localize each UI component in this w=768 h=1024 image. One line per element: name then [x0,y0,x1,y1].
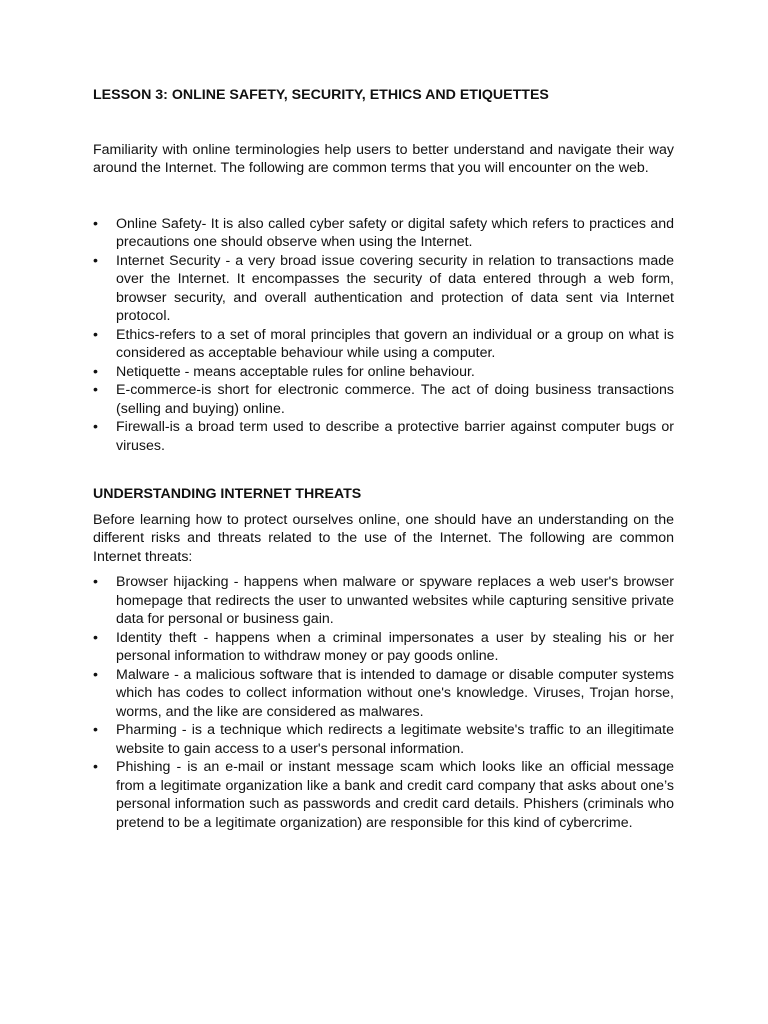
document-page [93,86,674,832]
term-text: Ethics-refers to a set of moral principles that govern an individual or a group on what is considered as acceptable behaviour while using a computer. [116,326,674,361]
threat-text: Phishing - is an e-mail or instant message scam which looks like an official message from a legitimate organization like a bank and credit card company that asks about one’s personal information such as passwords and credit card details. Phishers (criminals who pretend to be a legitimate organization) are responsible for this kind of cybercrime. [116,759,674,831]
bullet-icon: • [93,326,98,343]
threat-text: Browser hijacking - happens when malware or spyware replaces a web user's browser homepage that redirects the user to unwanted websites while capturing sensitive private data for personal or business gain. [116,574,674,627]
bullet-icon: • [93,722,98,738]
bullet-icon: • [93,363,98,380]
list-item [93,418,674,455]
bullet-icon: • [93,215,98,232]
intro-paragraph: Familiarity with online terminologies help users to better understand and navigate their way around the Internet. The following are common terms that you will encounter on the web. [93,141,674,176]
bullet-icon: • [93,382,98,398]
bullet-icon: • [93,574,98,590]
list-item [93,363,674,382]
term-text: E-commerce-is short for electronic commerce. The act of doing business transactions (selling and buying) online. [116,382,674,417]
threat-text: Malware - a malicious software that is intended to damage or disable computer systems which has codes to collect information without one's knowledge. Viruses, Trojan horse, worms, and the like are considered as malwares. [116,666,674,720]
bullet-icon: • [93,419,98,435]
list-item [93,573,674,629]
list-item [93,721,674,758]
lesson-title: LESSON 3: ONLINE SAFETY, SECURITY, ETHICS AND ETIQUETTES [93,87,549,103]
threats-intro-paragraph: Before learning how to protect ourselves online, one should have an understanding on the different risks and threats related to the use of the Internet. The following are common Internet threats: [93,511,674,565]
list-item [93,215,674,252]
bullet-icon: • [93,666,98,683]
threats-list [93,573,674,832]
list-item [93,629,674,666]
bullet-icon: • [93,629,98,646]
term-text: Firewall-is a broad term used to describe a protective barrier against computer bugs or viruses. [116,419,674,454]
terms-list [93,215,674,456]
term-text: Netiquette - means acceptable rules for online behaviour. [116,363,475,380]
threat-text: Pharming - is a technique which redirects a legitimate website's traffic to an illegitimate website to gain access to a user's personal information. [116,722,674,757]
list-item [93,666,674,722]
list-item [93,326,674,363]
list-item [93,381,674,418]
threats-heading: UNDERSTANDING INTERNET THREATS [93,486,362,502]
term-text: Online Safety- It is also called cyber safety or digital safety which refers to practices and precautions one should observe when using the Internet. [116,215,674,250]
list-item [93,252,674,326]
term-text: Internet Security - a very broad issue covering security in relation to transactions made over the Internet. It encompasses the security of data entered through a web form, browser security, and overall authentication and protection of data sent via Internet protocol. [116,252,674,324]
bullet-icon: • [93,252,98,269]
bullet-icon: • [93,759,98,775]
list-item [93,758,674,832]
threat-text: Identity theft - happens when a criminal impersonates a user by stealing his or her personal information to withdraw money or pay goods online. [116,629,674,664]
